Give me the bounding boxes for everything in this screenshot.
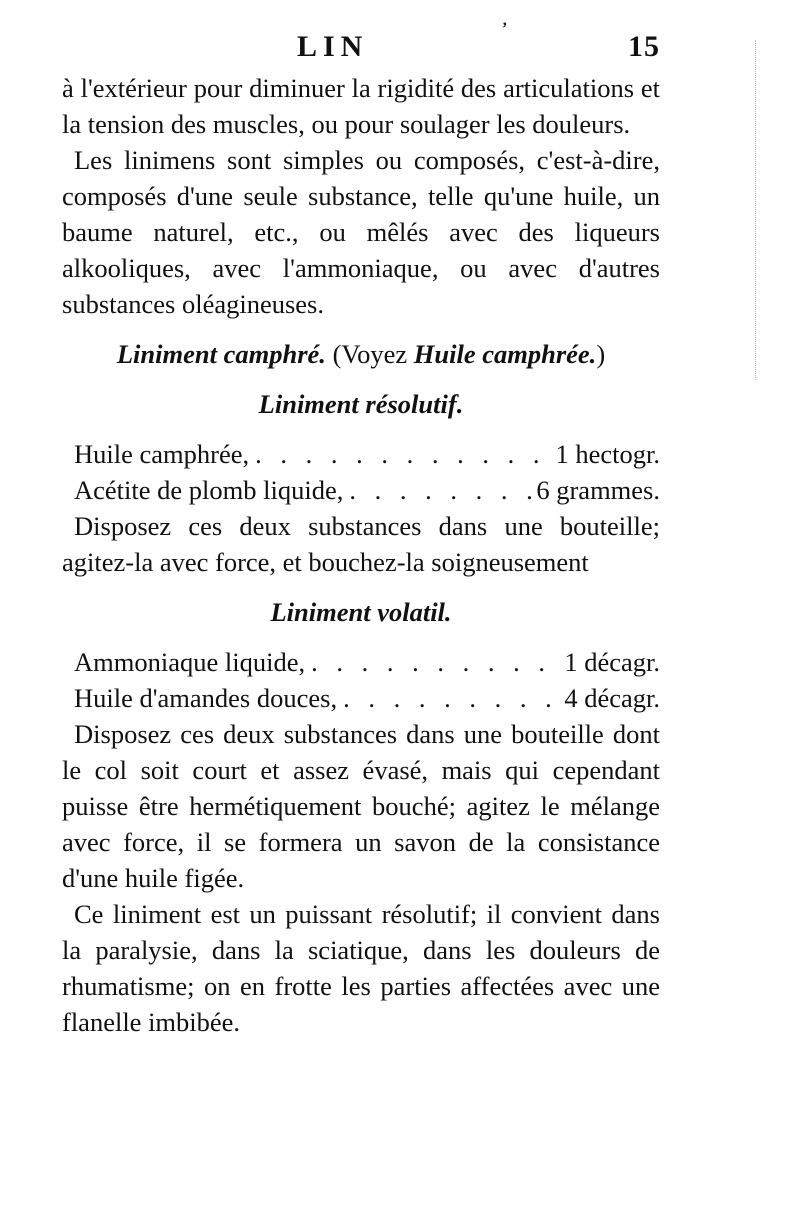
leader-dots [337, 680, 564, 716]
ingredient-quantity: 4 décagr. [564, 683, 660, 713]
camphre-ref-close: ) [596, 339, 606, 369]
ingredient-name: Acétite de plomb liquide, [74, 475, 344, 505]
ingredient-quantity: 6 grammes. [536, 475, 660, 505]
running-header [62, 20, 660, 70]
intro-paragraph-1: à l'extérieur pour diminuer la rigidité des articulations et la tension des muscles, ou pour soulager les douleurs. [62, 73, 660, 139]
volatil-heading-line [62, 594, 660, 630]
ingredient-row [62, 436, 660, 472]
resolutif-heading-line [62, 386, 660, 422]
ingredient-quantity: 1 décagr. [564, 647, 660, 677]
page-number: 15 [628, 30, 660, 63]
camphre-heading-line [62, 336, 660, 372]
ingredient-name: Ammoniaque liquide, [74, 647, 306, 677]
ingredient-name: Huile d'amandes douces, [74, 683, 338, 713]
resolutif-instructions: Disposez ces deux substances dans une bouteille; agitez-la avec force, et bouchez-la soigneusement [62, 511, 660, 577]
page [62, 20, 660, 1040]
ingredient-row [62, 644, 660, 680]
camphre-ref-title: Huile camphrée. [413, 339, 597, 369]
camphre-ref-open: (Voyez [332, 339, 408, 369]
camphre-heading: Liniment camphré. [116, 339, 326, 369]
resolutif-heading: Liniment résolutif. [258, 389, 464, 419]
volatil-heading: Liniment volatil. [270, 597, 452, 627]
intro-paragraph-2: Les linimens sont simples ou composés, c'est-à-dire, composés d'une seule substance, telle qu'une huile, un baume naturel, etc., ou mêlés avec des liqueurs alkooliques, avec l'ammoniaque, ou avec d'autres substances oléagineuses. [62, 145, 660, 319]
margin-marks [755, 40, 770, 380]
leader-dots [305, 644, 564, 680]
ingredient-name: Huile camphrée, [74, 439, 250, 469]
ingredient-row [62, 680, 660, 716]
leader-dots [343, 472, 536, 508]
volatil-instructions: Disposez ces deux substances dans une bouteille dont le col soit court et assez évasé, mais qui cependant puisse être hermétiquement bouché; agitez le mélange avec force, il se formera un savon de la consistance d'une huile figée. [62, 719, 660, 893]
running-title: LIN [297, 30, 369, 63]
volatil-usage: Ce liniment est un puissant résolutif; il convient dans la paralysie, dans la sciatique, dans les douleurs de rhumatisme; on en frotte les parties affectées avec une flanelle imbibée. [62, 899, 660, 1037]
ingredient-quantity: 1 hectogr. [555, 439, 660, 469]
ink-mark: ’ [502, 20, 514, 37]
ingredient-row [62, 472, 660, 508]
leader-dots [249, 436, 555, 472]
